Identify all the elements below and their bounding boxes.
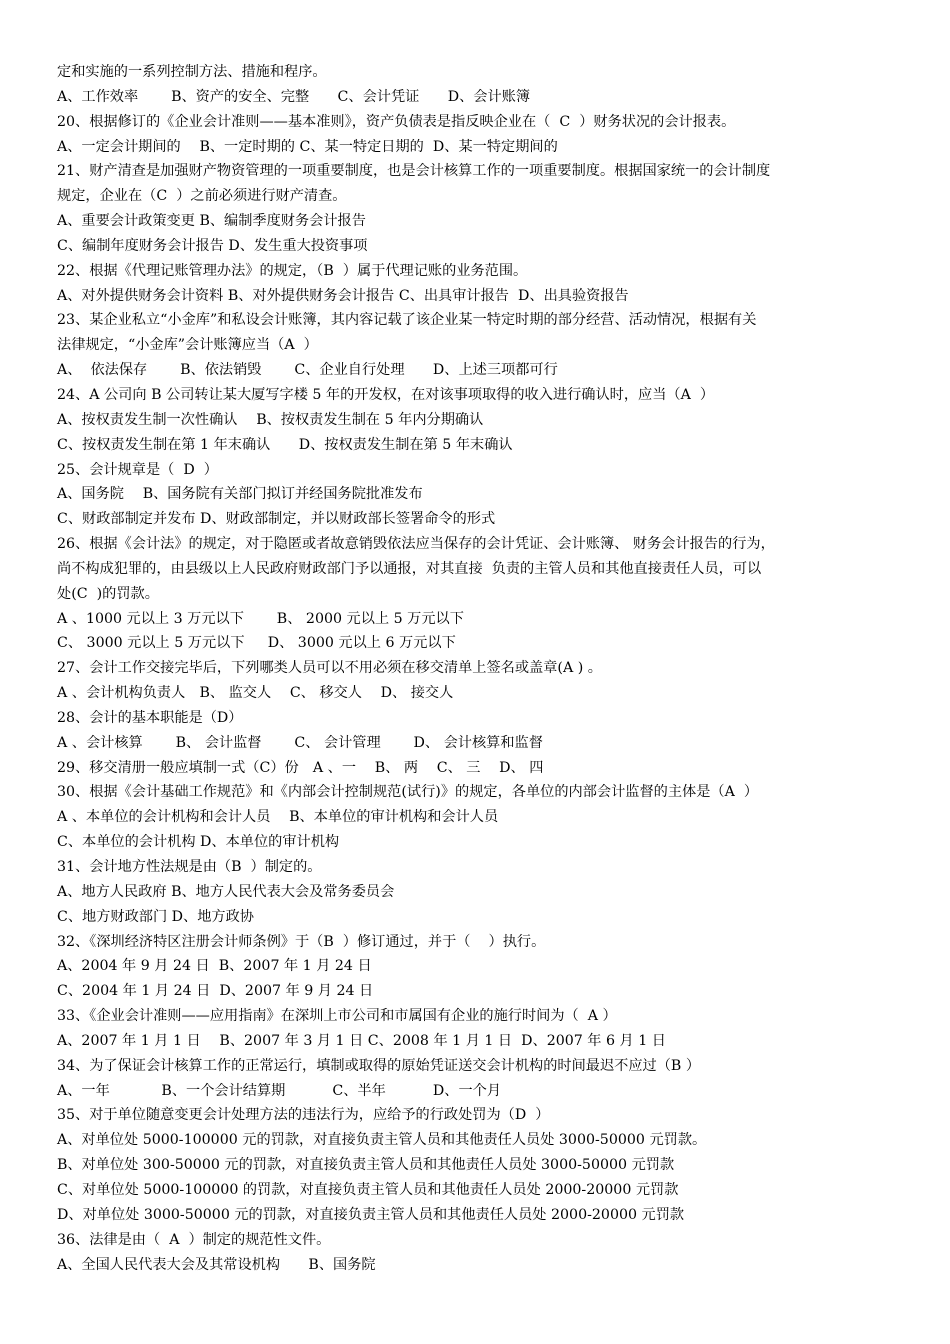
question-line: 29、移交清册一般应填制一式（C）份 A 、一 B、 两 C、 三 D、 四 bbox=[57, 759, 544, 776]
question-line: 30、根据《会计基础工作规范》和《内部会计控制规范(试行)》的规定，各单位的内部会计监督的主体是（A ） bbox=[57, 784, 759, 801]
text-line: A、2004 年 9 月 24 日 B、2007 年 1 月 24 日 bbox=[57, 958, 372, 975]
text-line: C、 3000 元以上 5 万元以下 D、 3000 元以上 6 万元以下 bbox=[57, 635, 456, 652]
text-line: A、对外提供财务会计资料 B、对外提供财务会计报告 C、出具审计报告 D、出具验资报告 bbox=[57, 287, 629, 304]
document-page bbox=[57, 60, 917, 1277]
text-line: 规定，企业在（C ）之前必须进行财产清查。 bbox=[57, 188, 347, 205]
text-line: A、按权责发生制一次性确认 B、按权责发生制在 5 年内分期确认 bbox=[57, 411, 484, 428]
text-line: A、地方人民政府 B、地方人民代表大会及常务委员会 bbox=[57, 883, 395, 900]
text-line: A、全国人民代表大会及其常设机构 B、国务院 bbox=[57, 1256, 376, 1273]
text-line: 定和实施的一系列控制方法、措施和程序。 bbox=[57, 64, 327, 80]
question-line: 27、会计工作交接完毕后，下列哪类人员可以不用必须在移交清单上签名或盖章(A ) 。 bbox=[57, 660, 602, 677]
question-line: 28、会计的基本职能是（D） bbox=[57, 709, 243, 726]
text-line: A、一年 B、一个会计结算期 C、半年 D、一个月 bbox=[57, 1082, 502, 1099]
question-line: 34、为了保证会计核算工作的正常运行，填制或取得的原始凭证送交会计机构的时间最迟不应过（B ） bbox=[57, 1057, 701, 1074]
text-line: C、编制年度财务会计报告 D、发生重大投资事项 bbox=[57, 237, 368, 254]
text-line: 尚不构成犯罪的，由县级以上人民政府财政部门予以通报，对其直接 负责的主管人员和其他直接责任人员，可以 bbox=[57, 560, 762, 577]
question-line: 35、对于单位随意变更会计处理方法的违法行为，应给予的行政处罚为（D ） bbox=[57, 1107, 550, 1124]
text-line: D、对单位处 3000-50000 元的罚款，对直接负责主管人员和其他责任人员处 2000-20000 元罚款 bbox=[57, 1206, 685, 1223]
question-line: 26、根据《会计法》的规定，对于隐匿或者故意销毁依法应当保存的会计凭证、会计账簿、 财务会计报告的行为， bbox=[57, 536, 775, 553]
text-line: A 、1000 元以上 3 万元以下 B、 2000 元以上 5 万元以下 bbox=[57, 610, 464, 627]
question-line: 24、A 公司向 B 公司转让某大厦写字楼 5 年的开发权，在对该事项取得的收入进行确认时，应当（A ） bbox=[57, 386, 715, 403]
text-line: A、国务院 B、国务院有关部门拟订并经国务院批准发布 bbox=[57, 486, 423, 503]
question-line: 25、会计规章是（ D ） bbox=[57, 461, 218, 478]
text-line: A 、会计机构负责人 B、 监交人 C、 移交人 D、 接交人 bbox=[57, 685, 454, 702]
text-line: A 、本单位的会计机构和会计人员 B、本单位的审计机构和会计人员 bbox=[57, 809, 499, 826]
text-line: A、2007 年 1 月 1 日 B、2007 年 3 月 1 日 C、2008 年 1 月 1 日 D、2007 年 6 月 1 日 bbox=[57, 1032, 666, 1049]
text-line: C、财政部制定并发布 D、财政部制定，并以财政部长签署命令的形式 bbox=[57, 511, 496, 528]
question-line: 21、财产清查是加强财产物资管理的一项重要制度，也是会计核算工作的一项重要制度。根据国家统一的会计制度 bbox=[57, 163, 771, 180]
question-line: 23、某企业私立“小金库”和私设会计账簿，其内容记载了该企业某一特定时期的部分经营、活动情况，根据有关 bbox=[57, 312, 757, 329]
text-line: A、重要会计政策变更 B、编制季度财务会计报告 bbox=[57, 213, 366, 230]
question-line: 22、根据《代理记账管理办法》的规定，（B ）属于代理记账的业务范围。 bbox=[57, 262, 528, 279]
text-line: A、一定会计期间的 B、一定时期的 C、某一特定日期的 D、某一特定期间的 bbox=[57, 138, 558, 155]
text-line: C、2004 年 1 月 24 日 D、2007 年 9 月 24 日 bbox=[57, 983, 374, 1000]
text-line: C、地方财政部门 D、地方政协 bbox=[57, 908, 254, 925]
question-line: 33、《企业会计准则——应用指南》在深圳上市公司和市属国有企业的施行时间为（ A ） bbox=[57, 1008, 617, 1025]
text-line: C、对单位处 5000-100000 的罚款，对直接负责主管人员和其他责任人员处 2000-20000 元罚款 bbox=[57, 1181, 679, 1198]
text-line: C、按权责发生制在第 1 年末确认 D、按权责发生制在第 5 年末确认 bbox=[57, 436, 513, 453]
question-line: 20、根据修订的《企业会计准则——基本准则》，资产负债表是指反映企业在（ C ）财务状况的会计报表。 bbox=[57, 113, 736, 130]
text-line: A、 依法保存 B、依法销毁 C、企业自行处理 D、上述三项都可行 bbox=[57, 362, 558, 379]
text-line: A 、会计核算 B、 会计监督 C、 会计管理 D、 会计核算和监督 bbox=[57, 734, 543, 751]
question-line: 36、法律是由（ A ）制定的规范性文件。 bbox=[57, 1231, 331, 1248]
question-line: 31、会计地方性法规是由（B ）制定的。 bbox=[57, 859, 322, 875]
text-line: 法律规定，“小金库”会计账簿应当（A ） bbox=[57, 337, 318, 354]
text-line: 处(C )的罚款。 bbox=[57, 585, 159, 602]
text-line: C、本单位的会计机构 D、本单位的审计机构 bbox=[57, 834, 340, 851]
text-line: A、工作效率 B、资产的安全、完整 C、会计凭证 D、会计账簿 bbox=[57, 88, 531, 105]
text-line: B、对单位处 300-50000 元的罚款，对直接负责主管人员和其他责任人员处 3000-50000 元罚款 bbox=[57, 1157, 675, 1174]
question-line: 32、《深圳经济特区注册会计师条例》于（B ）修订通过，并于（ ）执行。 bbox=[57, 933, 546, 950]
text-line: A、对单位处 5000-100000 元的罚款，对直接负责主管人员和其他责任人员处 3000-50000 元罚款。 bbox=[57, 1132, 707, 1149]
